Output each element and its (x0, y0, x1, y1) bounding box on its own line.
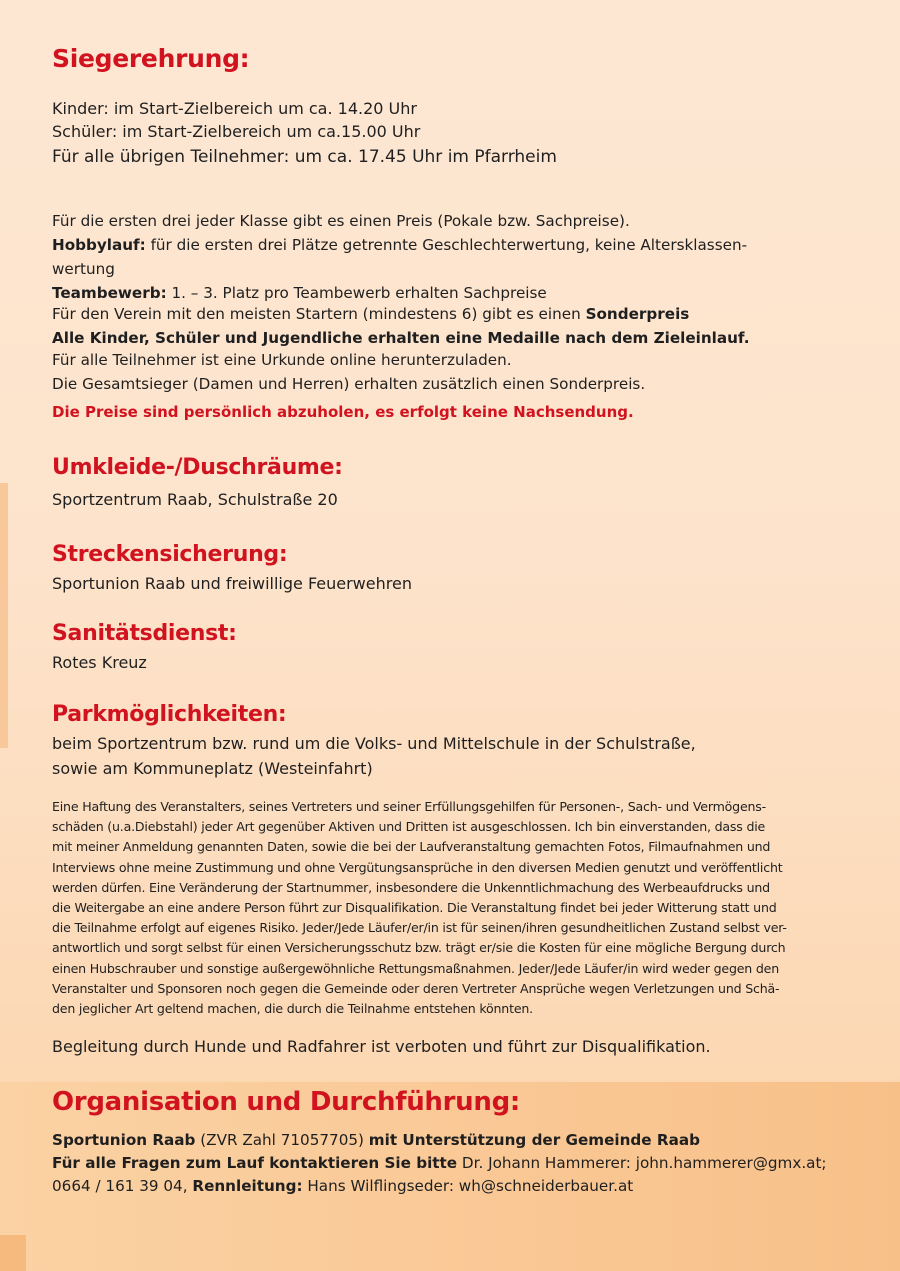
teambewerb-label: Teambewerb: (52, 284, 167, 302)
hobbylauf-label: Hobbylauf: (52, 236, 146, 254)
sportunion-bold: Sportunion Raab (52, 1131, 196, 1149)
teambewerb-text: 1. – 3. Platz pro Teambewerb erhalten Sachpreise (166, 284, 547, 302)
preise-medaille: Alle Kinder, Schüler und Jugendliche erhalten eine Medaille nach dem Zieleinlauf. (52, 329, 750, 347)
haftung-line: die Teilnahme erfolgt auf eigenes Risiko. Jeder/Jede Läufer/er/in ist für seinen/ihren gesundheitlichen Zustand selbst ver- (52, 920, 787, 936)
organisation-line-3 (52, 1174, 633, 1198)
haftung-line: Eine Haftung des Veranstalters, seines Vertreters und seiner Erfüllungsgehilfen für Personen-, Sach- und Vermögens- (52, 799, 766, 814)
preise-hobbylauf (52, 233, 747, 257)
preise-urkunde: Für alle Teilnehmer ist eine Urkunde online herunterzuladen. (52, 351, 512, 369)
begleitung-text: Begleitung durch Hunde und Radfahrer ist verboten und führt zur Disqualifikation. (52, 1037, 711, 1056)
corner-accent (0, 1235, 26, 1271)
hobbylauf-text: für die ersten drei Plätze getrennte Geschlechterwertung, keine Altersklassen- (145, 236, 748, 254)
park-line-2: sowie am Kommuneplatz (Westeinfahrt) (52, 759, 373, 778)
organisation-line-1 (52, 1128, 700, 1152)
zvr-text: (ZVR Zahl 71057705) (195, 1131, 369, 1149)
unterstuetzung-bold: mit Unterstützung der Gemeinde Raab (368, 1131, 700, 1149)
haftung-line: Interviews ohne meine Zustimmung und ohne Vergütungsansprüche in den diversen Medien genutzt und veröffentlicht (52, 859, 783, 875)
siegerehrung-kinder: Kinder: im Start-Zielbereich um ca. 14.20 Uhr (52, 99, 417, 118)
preise-hobbylauf-cont: wertung (52, 260, 115, 278)
haftung-line: einen Hubschrauber und sonstige außergewöhnliche Rettungsmaßnahmen. Jeder/Jede Läufer/in wird weder gegen den (52, 960, 780, 976)
organisation-heading: Organisation und Durchführung: (52, 1087, 520, 1117)
rennleitung-text: Hans Wilflingseder: wh@schneiderbauer.at (302, 1177, 634, 1195)
siegerehrung-heading: Siegerehrung: (52, 44, 250, 73)
haftung-line: antwortlich und sorgt selbst für einen Versicherungsschutz bzw. trägt er/sie die Kosten für eine mögliche Bergung durch (52, 940, 786, 956)
sanitaet-text: Rotes Kreuz (52, 653, 147, 672)
haftung-block (52, 797, 787, 1019)
park-line-1: beim Sportzentrum bzw. rund um die Volks- und Mittelschule in der Schulstraße, (52, 734, 696, 753)
preise-klasse: Für die ersten drei jeder Klasse gibt es einen Preis (Pokale bzw. Sachpreise). (52, 212, 630, 230)
haftung-line: die Weitergabe an eine andere Person führt zur Disqualifikation. Die Veranstaltung findet bei jeder Witterung statt und (52, 900, 777, 916)
siegerehrung-schueler: Schüler: im Start-Zielbereich um ca.15.00 Uhr (52, 122, 421, 141)
sonderpreis-bold: Sonderpreis (585, 305, 690, 323)
sanitaet-heading: Sanitätsdienst: (52, 621, 237, 646)
haftung-line: mit meiner Anmeldung genannten Daten, sowie die bei der Laufveranstaltung gemachten Fotos, Filmaufnahmen und (52, 839, 771, 855)
preise-notice: Die Preise sind persönlich abzuholen, es erfolgt keine Nachsendung. (52, 403, 634, 421)
haftung-line: werden dürfen. Eine Veränderung der Startnummer, insbesondere die Unkenntlichmachung des Werbeaufdrucks und (52, 879, 770, 895)
preise-verein (52, 302, 689, 326)
umkleide-heading: Umkleide-/Duschräume: (52, 455, 343, 480)
phone-text: 0664 / 161 39 04, (52, 1177, 193, 1195)
siegerehrung-uebrige: Für alle übrigen Teilnehmer: um ca. 17.45 Uhr im Pfarrheim (52, 147, 557, 167)
haftung-line: schäden (u.a.Diebstahl) jeder Art gegenüber Aktiven und Dritten ist ausgeschlossen. Ich bin einverstanden, dass die (52, 819, 766, 835)
organisation-line-2 (52, 1151, 827, 1175)
haftung-line: den jeglicher Art geltend machen, die durch die Teilnahme entstehen könnten. (52, 1001, 533, 1017)
verein-text: Für den Verein mit den meisten Startern (mindestens 6) gibt es einen (52, 305, 586, 323)
rennleitung-label: Rennleitung: (192, 1177, 303, 1195)
strecke-text: Sportunion Raab und freiwillige Feuerwehren (52, 574, 412, 593)
preise-gesamtsieger: Die Gesamtsieger (Damen und Herren) erhalten zusätzlich einen Sonderpreis. (52, 375, 646, 393)
umkleide-text: Sportzentrum Raab, Schulstraße 20 (52, 490, 338, 509)
fragen-bold: Für alle Fragen zum Lauf kontaktieren Sie bitte (52, 1154, 458, 1172)
strecke-heading: Streckensicherung: (52, 542, 288, 567)
left-accent-strip (0, 483, 8, 748)
kontakt-text: Dr. Johann Hammerer: john.hammerer@gmx.at; (457, 1154, 827, 1172)
park-heading: Parkmöglichkeiten: (52, 702, 287, 727)
haftung-line: Veranstalter und Sponsoren noch gegen die Gemeinde oder deren Vertreter Ansprüche wegen Verletzungen und Schä- (52, 980, 780, 996)
